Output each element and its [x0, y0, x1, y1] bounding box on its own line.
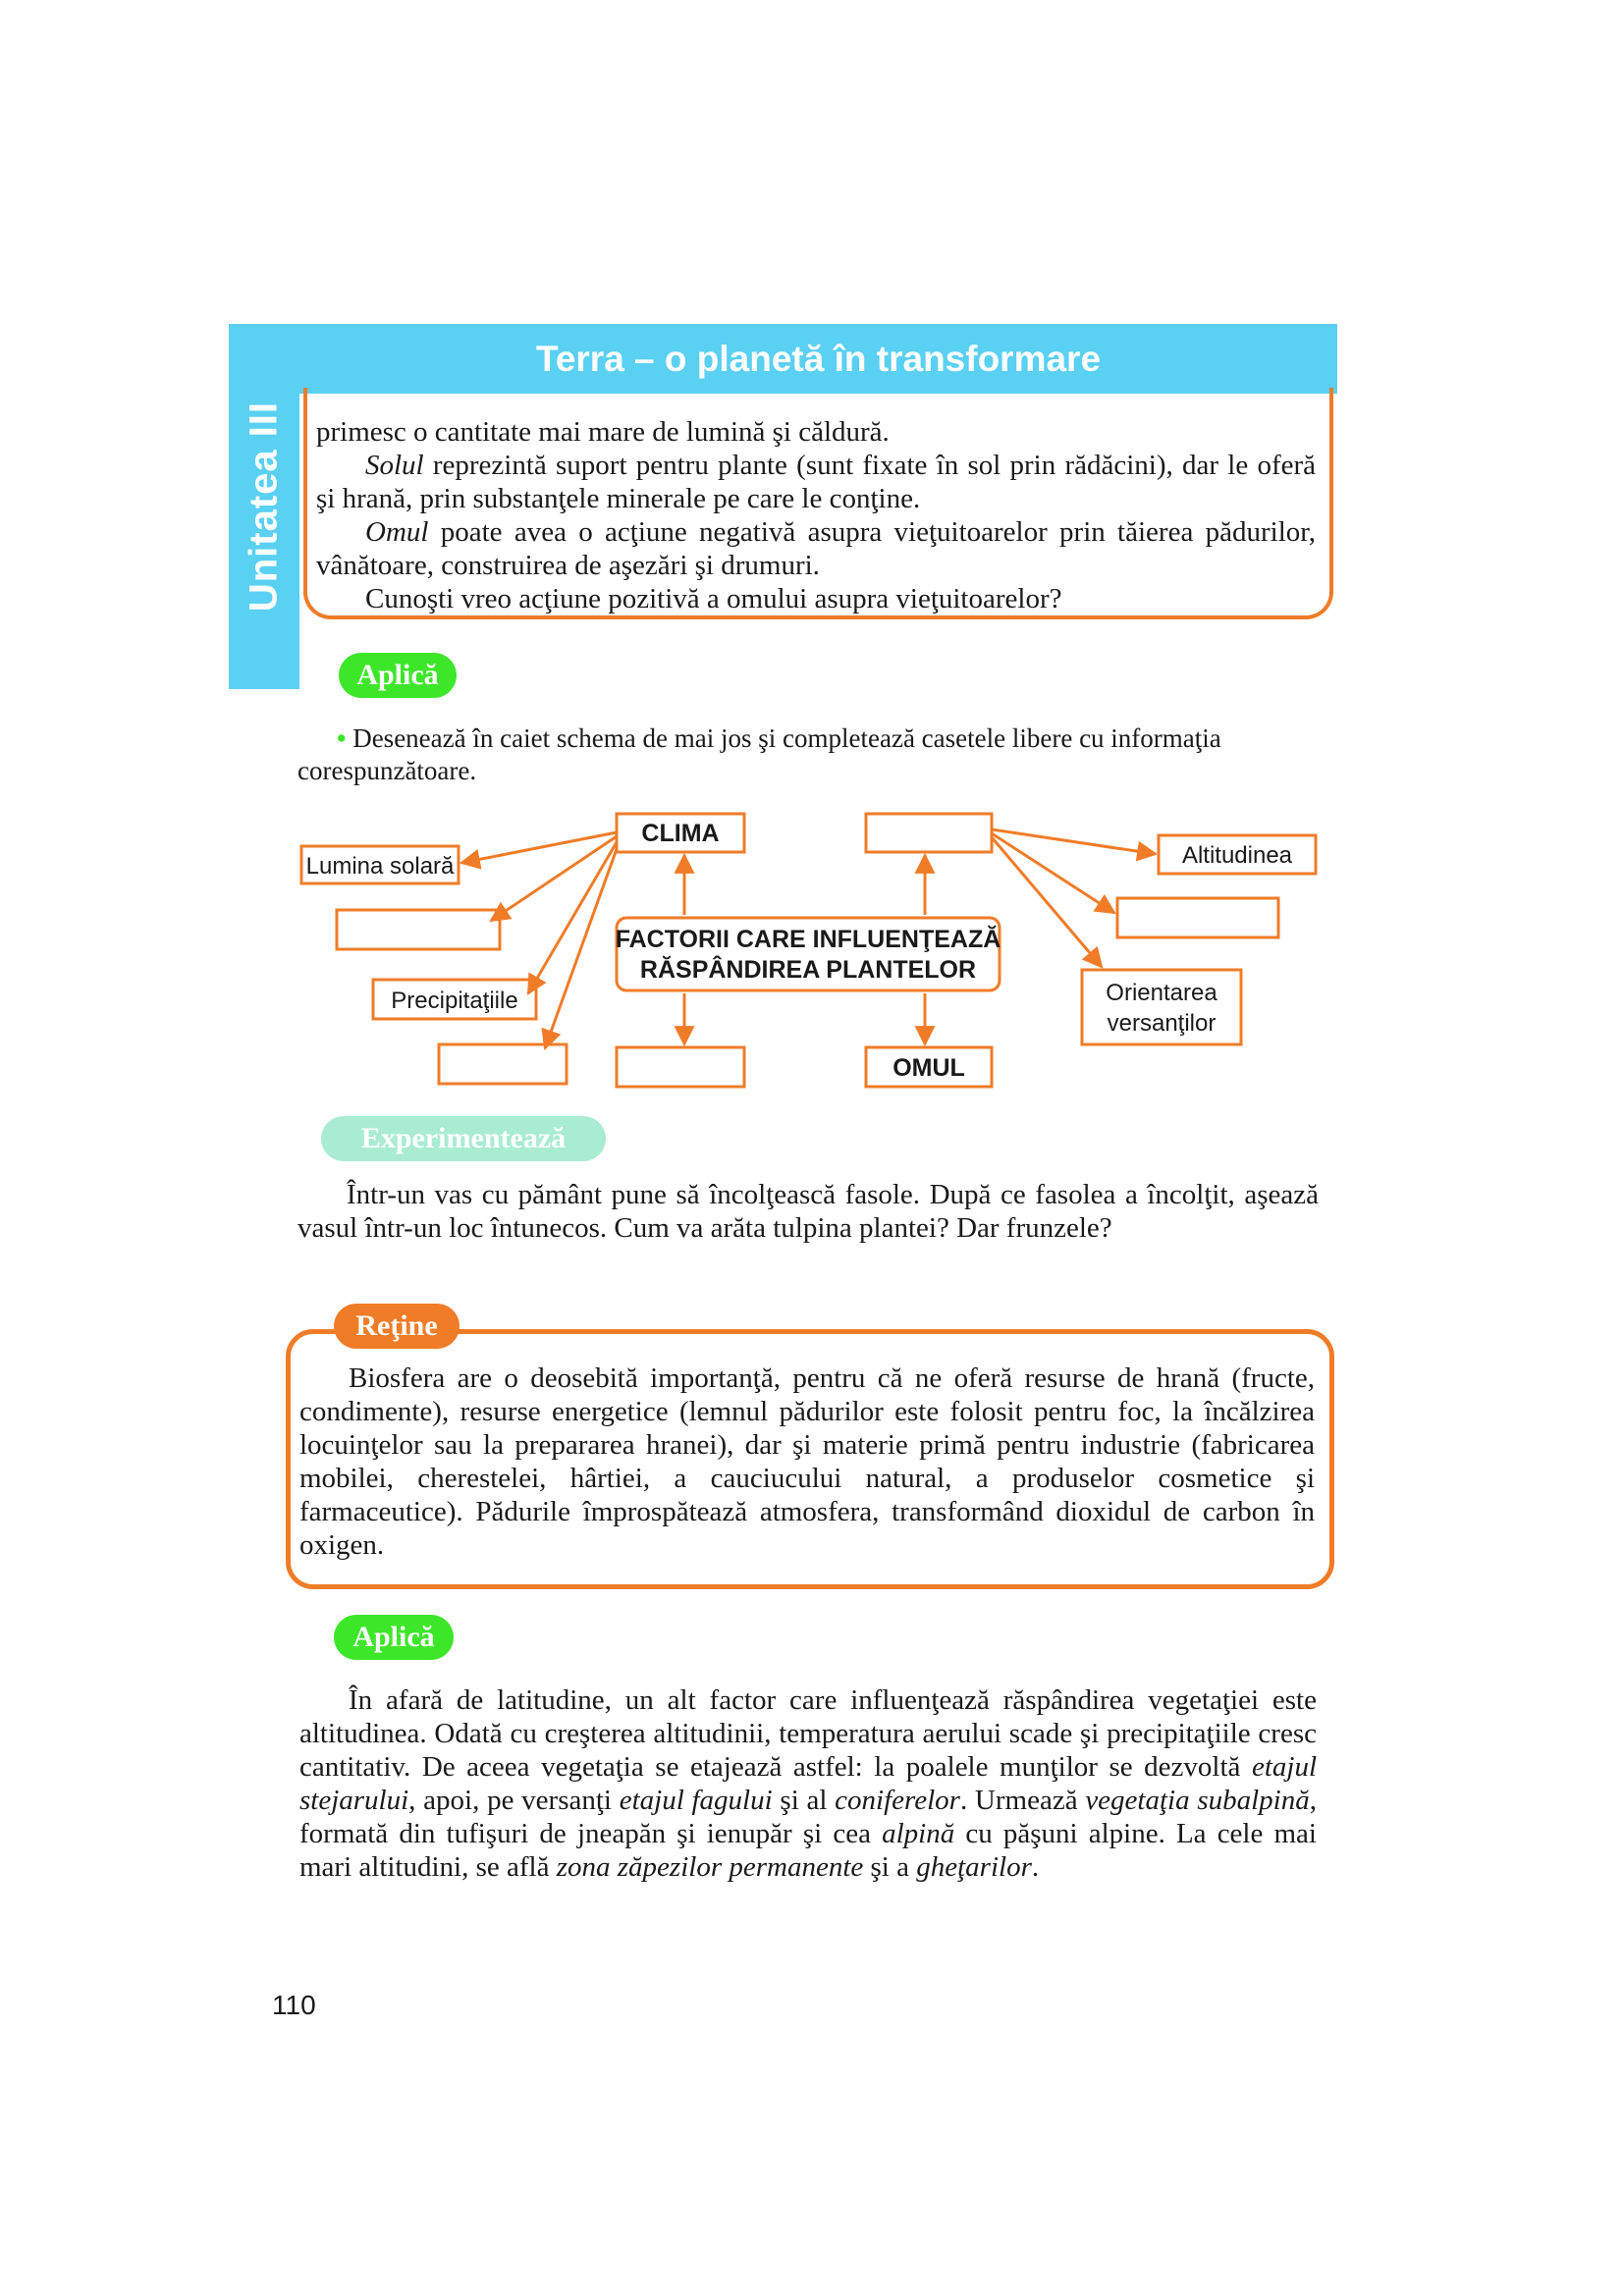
aplica-badge-2: Aplică [334, 1615, 454, 1660]
page-number: 110 [272, 1990, 316, 2020]
instruction-text: Desenează în caiet schema de mai jos şi completează casetele libere cu informaţia corespunzătoare. [298, 723, 1221, 785]
arrow-to-empty-left-1 [491, 836, 617, 921]
solul-term: Solul [365, 450, 424, 481]
side-tab-label: Unitatea III [242, 400, 286, 613]
empty-box-right-1 [1117, 898, 1278, 937]
empty-box-bottom-center [617, 1047, 744, 1087]
center-label-2: RĂSPÂNDIREA PLANTELOR [639, 956, 977, 984]
omul-text: poate avea o acţiune negativă asupra vieţuitoarelor prin tăierea pădurilor, vânătoare, construirea de aşezări şi drumuri. [316, 516, 1316, 581]
retine-text: Biosfera are o deosebită importanţă, pentru că ne oferă resurse de hrană (fructe, condimente), resurse energetice (lemnul pădurilor este folosit pentru foc, la încălzirea locuinţelor sau la prepararea hranei), dar şi materie primă pentru industrie (fabricarea mobilei, cherestelei, hârtiei, a cauciucului natural, a produselor cosmetice şi farmaceutice). Pădurile împrospătează atmosfera, transformând dioxidul de carbon în oxigen. [299, 1362, 1315, 1561]
orientarea-label-2: versanţilor [1107, 1010, 1217, 1037]
chapter-title: Terra – o planetă în transformare [535, 338, 1102, 379]
arrow-to-lumina [461, 832, 617, 863]
experimenteaza-text: Într-un vas cu pământ pune să încolţească fasole. După ce fasolea a încolţit, aşează vasul într-un loc întunecos. Cum va arăta tulpina plantei? Dar frunzele? [298, 1179, 1319, 1244]
lumina-label: Lumina solară [305, 853, 455, 880]
center-label-1: FACTORII CARE INFLUENŢEAZĂ [615, 926, 1001, 953]
retine-badge: Reţine [334, 1304, 460, 1349]
experimenteaza-badge: Experimentează [321, 1116, 606, 1161]
omul-label: OMUL [893, 1054, 965, 1082]
empty-box-top-right [866, 814, 992, 852]
omul-term: Omul [365, 516, 429, 548]
empty-box-left-1 [337, 910, 500, 949]
question-line: Cunoşti vreo acţiune pozitivă a omului asupra vieţuitoarelor? [365, 583, 1062, 614]
bullet-icon: • [337, 723, 347, 753]
solul-text: reprezintă suport pentru plante (sunt fixate în sol prin rădăcini), dar le oferă şi hrană, prin substanţele minerale pe care le conţine. [316, 450, 1316, 514]
altitudinea-label: Altitudinea [1181, 842, 1293, 869]
arrow-to-orientarea [992, 837, 1102, 967]
empty-box-left-2 [439, 1044, 567, 1084]
clima-label: CLIMA [641, 820, 720, 847]
aplica-badge-1: Aplică [339, 653, 457, 698]
orientarea-label-1: Orientarea [1106, 980, 1217, 1006]
precipitatii-label: Precipitaţiile [391, 988, 518, 1014]
altitude-paragraph: În afară de latitudine, un alt factor care influenţează răspândirea vegetaţiei este altitudinea. Odată cu creşterea altitudinii, temperatura aerului scade şi precipitaţiile cresc cantitativ. De aceea vegetaţia se etajează astfel: la poalele munţilor se dezvoltă etajul stejarului, apoi, pe versanţi etajul fagului şi al coniferelor. Urmează vegetaţia subalpină, formată din tufişuri de jneapăn şi ienupăr şi cea alpină cu păşuni alpine. La cele mai mari altitudini, se află zona zăpezilor permanente şi a gheţarilor. [299, 1684, 1317, 1883]
top-line-1: primesc o cantitate mai mare de lumină şi căldură. [316, 416, 890, 448]
